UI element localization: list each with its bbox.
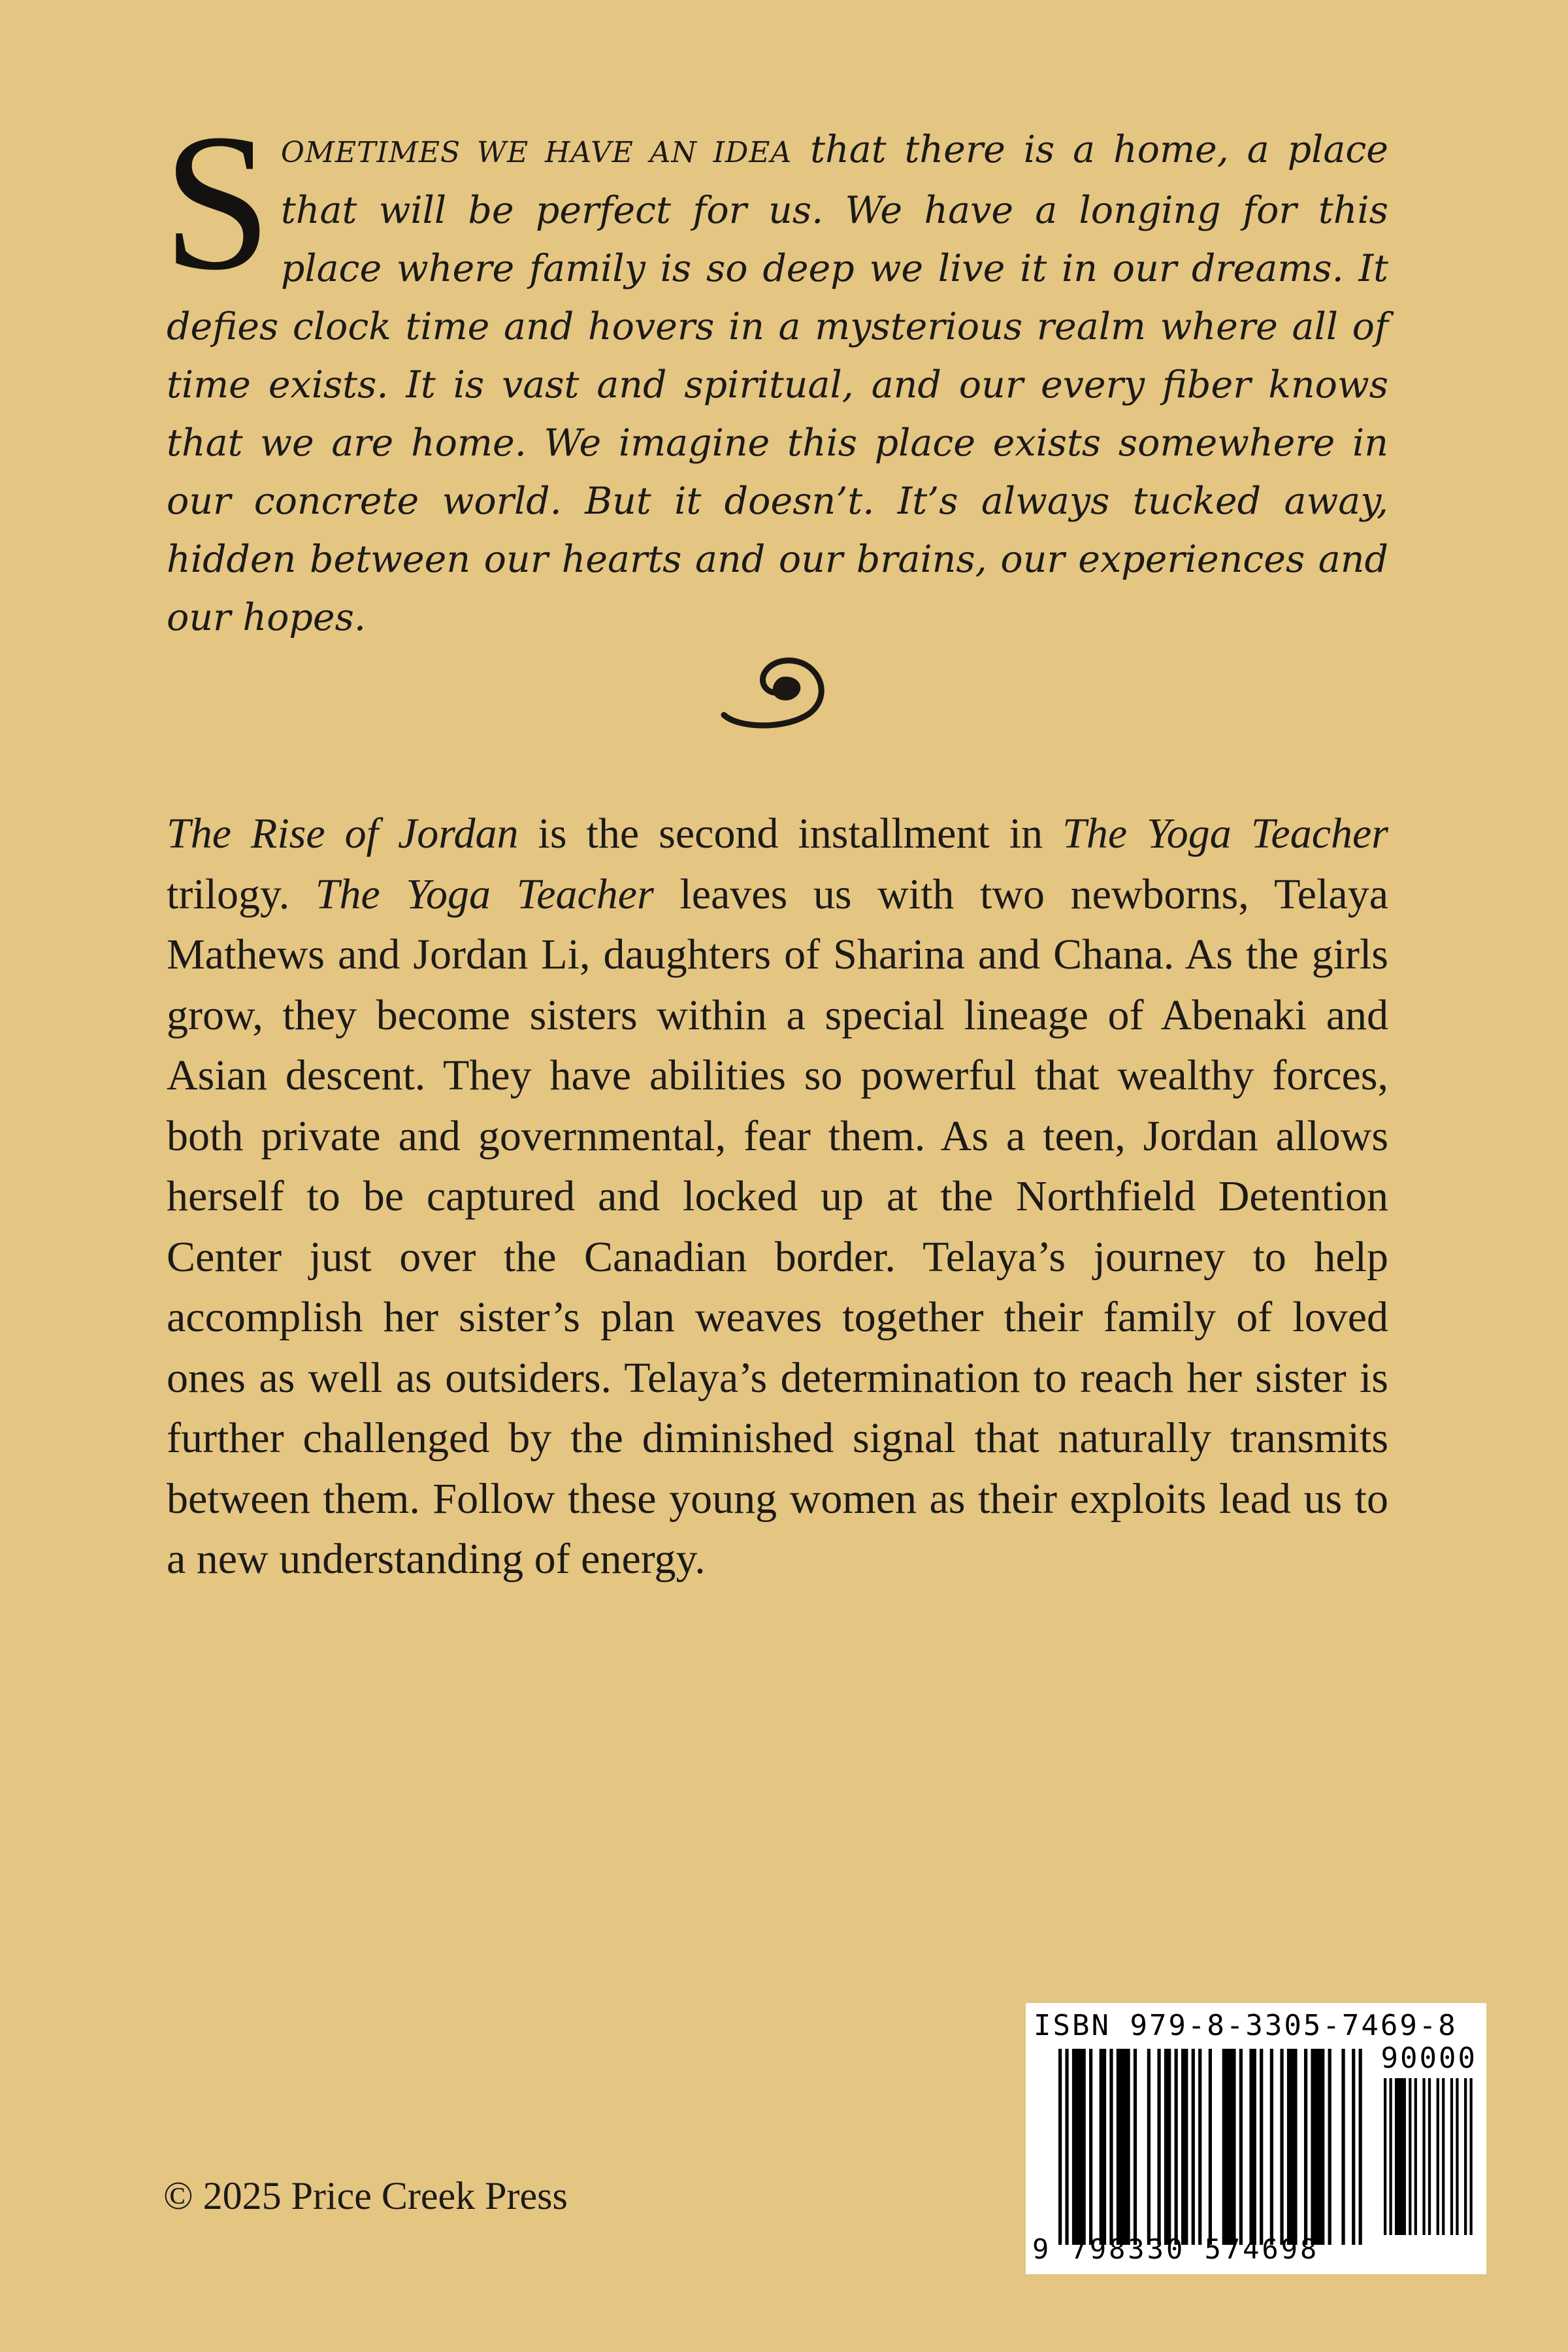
barcode-bar [1209, 2049, 1212, 2245]
barcode-bar [1389, 2078, 1392, 2235]
barcode-bar [1352, 2049, 1355, 2245]
barcode-bar [1072, 2049, 1086, 2245]
barcode-bar [1164, 2049, 1171, 2245]
synopsis-text-1: is the second installment in [518, 810, 1063, 857]
barcode-bar [1100, 2049, 1106, 2245]
title-yoga-teacher-2: The Yoga Teacher [315, 870, 654, 918]
barcode-bar [1456, 2078, 1458, 2235]
synopsis-text-3: leaves us with two newborns, Telaya Mathews and Jordan Li, daughters of Sharina and Chana. As the girls grow, they become sisters within a special lineage of Abenaki and Asian descent. They have abilities so powerful that wealthy forces, both private and governmental, fear them. As a teen, Jordan allows herself to be captured and locked up at the Northfield Detention Center just over the Canadian border. Telaya’s journey to help accomplish her sister’s plan weaves together their family of loved ones as well as outsiders. Telaya’s determination to reach her sister is further challenged by the diminished signal that naturally transmits between them. Follow these young women as their exploits lead us to a new understanding of energy. [167, 870, 1389, 1583]
barcode-bar [1395, 2078, 1406, 2235]
copyright-notice: © 2025 Price Creek Press [163, 2174, 568, 2217]
price-code: 90000 [1380, 2042, 1477, 2075]
barcode-bar [1065, 2049, 1068, 2245]
barcode-bar [1157, 2049, 1160, 2245]
barcode-bar [1464, 2078, 1467, 2235]
opening-text: that there is a home, a place that will be perfect for us. We have a longing for this place where family is so deep we live it in our dreams. It defies clock time and hovers in a mysterious realm where all of time exists. It is vast and spiritual, and our every fiber knows that we are home. We imagine this place exists somewhere in our concrete world. But it doesn’t. It’s always tucked away, hidden between our hearts and our brains, our experiences and our hopes. [167, 128, 1388, 639]
barcode-bar [1181, 2049, 1188, 2245]
barcode-bar [1311, 2049, 1324, 2245]
swirl-ornament-icon [719, 654, 830, 732]
barcode-bar [1384, 2078, 1386, 2235]
barcode-bar [1414, 2078, 1417, 2235]
isbn-barcode [1026, 2003, 1486, 2274]
barcode-bar [1422, 2078, 1425, 2235]
barcode-bar [1134, 2049, 1137, 2245]
barcode-bar [1260, 2049, 1263, 2245]
synopsis-paragraph [167, 804, 1388, 1590]
barcode-bar [1304, 2049, 1307, 2245]
ean-barcode-bars [1058, 2049, 1365, 2245]
barcode-bar [1175, 2049, 1178, 2245]
barcode-bar [1117, 2049, 1130, 2245]
barcode-bar [1287, 2049, 1298, 2245]
barcode-bar [1249, 2049, 1256, 2245]
barcode-bar [1109, 2049, 1113, 2245]
barcode-bar [1089, 2049, 1092, 2245]
synopsis-text-2: trilogy. [167, 870, 316, 918]
barcode-bar [1341, 2049, 1345, 2245]
barcode-bar [1270, 2049, 1273, 2245]
title-yoga-teacher: The Yoga Teacher [1062, 810, 1388, 857]
opening-smallcaps: OMETIMES WE HAVE AN IDEA [280, 136, 792, 169]
barcode-bar [1442, 2078, 1445, 2235]
barcode-bar [1409, 2078, 1411, 2235]
barcode-bar [1222, 2049, 1236, 2245]
barcode-bar [1359, 2049, 1362, 2245]
ean-digits: 9 798330 574698 [1032, 2233, 1320, 2265]
addon-barcode-bars [1384, 2078, 1475, 2235]
barcode-bar [1328, 2049, 1331, 2245]
barcode-bar [1192, 2049, 1195, 2245]
barcode-bar [1147, 2049, 1151, 2245]
barcode-bar [1450, 2078, 1453, 2235]
barcode-bar [1437, 2078, 1439, 2235]
title-rise-of-jordan: The Rise of Jordan [167, 810, 519, 857]
barcode-bar [1198, 2049, 1201, 2245]
isbn-number: ISBN 979-8-3305-7469-8 [1034, 2009, 1458, 2042]
barcode-bar [1428, 2078, 1431, 2235]
barcode-bar [1470, 2078, 1473, 2235]
barcode-bar [1280, 2049, 1283, 2245]
barcode-bar [1058, 2049, 1062, 2245]
barcode-bar [1239, 2049, 1243, 2245]
drop-cap: S [163, 93, 272, 310]
opening-passage [163, 93, 1388, 647]
